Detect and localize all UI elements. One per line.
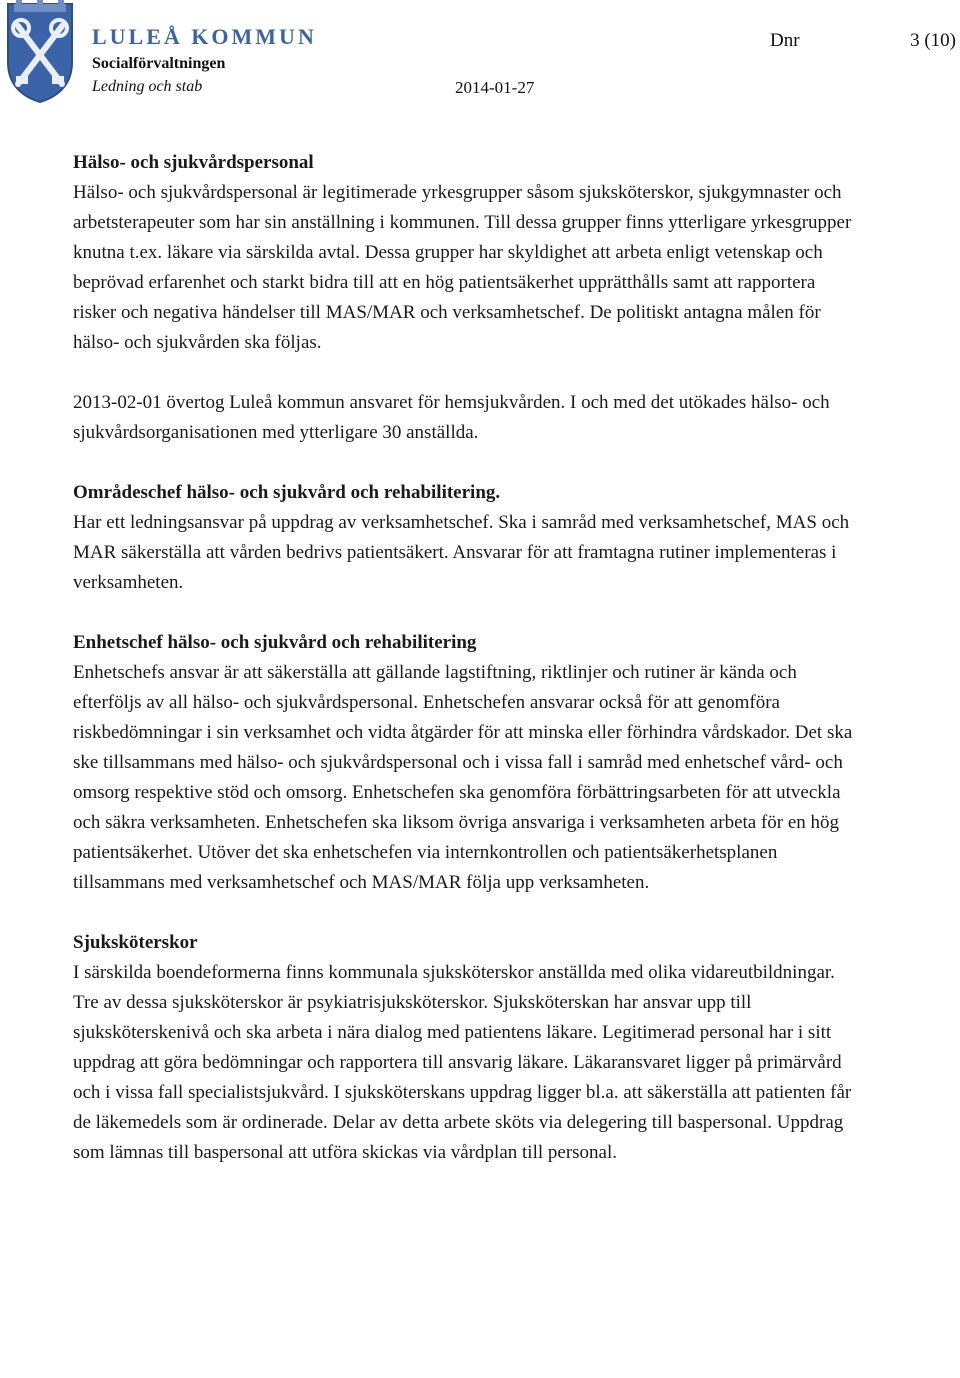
organization-name: LULEÅ KOMMUN xyxy=(92,24,317,49)
section-heading: Enhetschef hälso- och sjukvård och rehabilitering xyxy=(73,632,477,653)
section-heading: Sjuksköterskor xyxy=(73,932,198,953)
unit-name: Ledning och stab xyxy=(92,78,203,95)
section-home-care-takeover xyxy=(73,388,863,448)
section-area-manager xyxy=(73,478,863,598)
section-heading: Hälso- och sjukvårdspersonal xyxy=(73,152,314,173)
page-number: 3 (10) xyxy=(910,30,956,51)
section-paragraph: I särskilda boendeformerna finns kommunala sjuksköterskor anställda med olika vidareutbildningar. Tre av dessa sjuksköterskor är psykiatrisjuksköterskor. Sjuksköterskan har ansvar upp till sjuksköterskenivå och ska arbeta i nära dialog med patientens läkare. Legitimerad personal har i sitt uppdrag att göra bedömningar och rapportera till ansvarig läkare. Läkaransvaret ligger på primärvård och i vissa fall specialistsjukvård. I sjuksköterskans uppdrag ligger bl.a. att säkerställa att patienten får de läkemedels som är ordinerade. Delar av detta arbete sköts via delegering till baspersonal. Uppdrag som lämnas till baspersonal att utföra skickas via vårdplan till personal. xyxy=(73,962,852,1163)
section-heading: Områdeschef hälso- och sjukvård och rehabilitering. xyxy=(73,482,501,503)
dnr-label: Dnr xyxy=(770,30,800,51)
section-unit-manager xyxy=(73,628,863,898)
department-name: Socialförvaltningen xyxy=(92,55,226,72)
document-date: 2014-01-27 xyxy=(455,78,535,97)
section-paragraph: Hälso- och sjukvårdspersonal är legitimerade yrkesgrupper såsom sjuksköterskor, sjukgymnaster och arbetsterapeuter som har sin anställning i kommunen. Till dessa grupper finns ytterligare yrkesgrupper knutna t.ex. läkare via särskilda avtal. Dessa grupper har skyldighet att arbeta enligt vetenskap och beprövad erfarenhet och starkt bidra till att en hög patientsäkerhet upprätthålls samt att rapportera risker och negativa händelser till MAS/MAR och verksamhetschef. De politiskt antagna målen för hälso- och sjukvården ska följas. xyxy=(73,182,852,353)
section-nurses xyxy=(73,928,863,1168)
section-health-personnel xyxy=(73,148,863,358)
document-body xyxy=(73,148,863,1168)
section-paragraph: Har ett ledningsansvar på uppdrag av verksamhetschef. Ska i samråd med verksamhetschef, MAS och MAR säkerställa att vården bedrivs patientsäkert. Ansvarar för att framtagna rutiner implementeras i verksamheten. xyxy=(73,512,850,593)
section-paragraph: Enhetschefs ansvar är att säkerställa att gällande lagstiftning, riktlinjer och rutiner är kända och efterföljs av all hälso- och sjukvårdspersonal. Enhetschefen ansvarar också för att genomföra riskbedömningar i sin verksamhet och vidta åtgärder för att minska eller förhindra vårdskador. Det ska ske tillsammans med hälso- och sjukvårdspersonal och i vissa fall i samråd med enhetschef vård- och omsorg respektive stöd och omsorg. Enhetschefen ska genomföra förbättringsarbeten för att utveckla och säkra verksamheten. Enhetschefen ska liksom övriga ansvariga i verksamheten arbeta för en hög patientsäkerhet. Utöver det ska enhetschefen via internkontrollen och patientsäkerhetsplanen tillsammans med verksamhetschef och MAS/MAR följa upp verksamheten. xyxy=(73,662,853,893)
section-paragraph: 2013-02-01 övertog Luleå kommun ansvaret för hemsjukvården. I och med det utökades hälso- och sjukvårdsorganisationen med ytterligare 30 anställda. xyxy=(73,392,830,443)
municipality-crest-icon xyxy=(4,0,76,104)
